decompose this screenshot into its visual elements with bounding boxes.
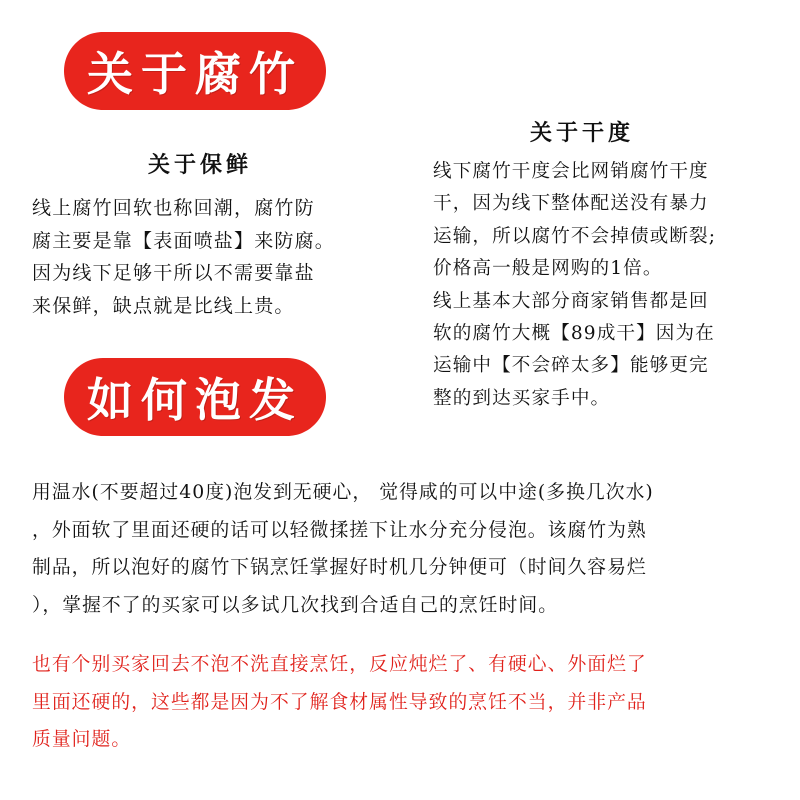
banner-about-tofu-skin — [62, 30, 328, 112]
text-line: 软的腐竹大概【89成干】因为在 — [433, 323, 715, 345]
text-line: 来保鲜，缺点就是比线上贵。 — [32, 294, 295, 317]
text-line: 线上基本大部分商家销售都是回 — [433, 290, 709, 312]
text-line: 线上腐竹回软也称回潮，腐竹防 — [32, 197, 315, 219]
text-line: 运输，所以腐竹不会掉债或断裂; — [433, 225, 717, 247]
dryness-text — [433, 156, 716, 415]
banner-title: 如何泡发 — [87, 373, 303, 427]
freshness-heading: 关于保鲜 — [148, 153, 253, 178]
text-line: 制品，所以泡好的腐竹下锅烹饪掌握好时机几分钟便可（时间久容易烂 — [32, 557, 647, 578]
text-line: 线下腐竹干度会比网销腐竹干度 — [433, 161, 709, 182]
text-line: 里面还硬的，这些都是因为不了解食材属性导致的烹饪不当，并非产品 — [32, 691, 647, 713]
text-line: 因为线下足够干所以不需要靠盐 — [32, 262, 315, 284]
soaking-instructions — [32, 474, 654, 624]
freshness-text — [32, 192, 335, 322]
banner-how-to-soak — [62, 356, 328, 438]
text-line: 干，因为线下整体配送没有暴力 — [433, 193, 709, 215]
text-line: 价格高一般是网购的1倍。 — [433, 258, 663, 280]
text-line: 运输中【不会碎太多】能够更完 — [433, 355, 709, 377]
text-line: 整的到达买家手中。 — [433, 387, 611, 409]
dryness-heading: 关于干度 — [530, 121, 635, 146]
text-line: ），掌握不了的买家可以多试几次找到合适自己的烹饪时间。 — [32, 594, 559, 616]
text-line: ，外面软了里面还硬的话可以轻微揉搓下让水分充分侵泡。该腐竹为熟 — [32, 519, 647, 541]
text-line: 用温水(不要超过40度)泡发到无硬心， 觉得咸的可以中途(多换几次水) — [32, 482, 654, 503]
notice-text — [32, 646, 647, 759]
text-line: 腐主要是靠【表面喷盐】来防腐。 — [32, 229, 336, 252]
banner-title: 关于腐竹 — [87, 47, 303, 101]
text-line: 质量问题。 — [32, 729, 132, 750]
text-line: 也有个别买家回去不泡不洗直接烹饪，反应炖烂了、有硬心、外面烂了 — [32, 654, 647, 675]
